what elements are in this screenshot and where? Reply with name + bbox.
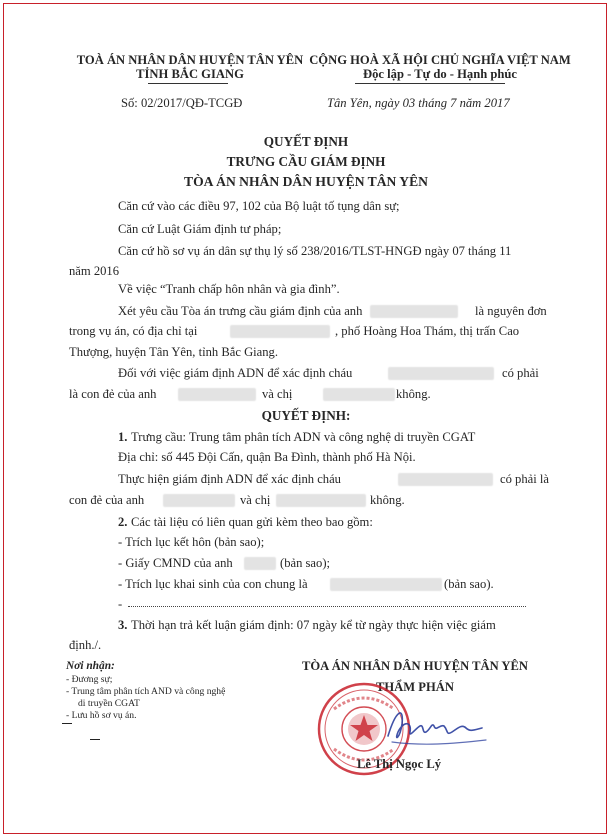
request-text-2: là nguyên đơn	[475, 304, 547, 318]
judge-name: Lê Thị Ngọc Lý	[356, 757, 442, 771]
nation-name-header: CỘNG HOÀ XÃ HỘI CHỦ NGHĨA VIỆT NAM	[309, 53, 571, 67]
recipient-1: - Đương sự;	[66, 674, 113, 685]
recipients-heading: Nơi nhận:	[66, 660, 115, 672]
dna-parent-text-2: và chị	[262, 387, 293, 401]
dna-subject-text: Đối với việc giám định ADN để xác định cháu	[118, 366, 353, 380]
attachment-4: -	[118, 597, 123, 611]
signing-court: TÒA ÁN NHÂN DÂN HUYỆN TÂN YÊN	[301, 659, 528, 673]
recipient-3: - Lưu hồ sơ vụ án.	[66, 710, 137, 721]
redacted-father-name-2	[163, 494, 235, 507]
item-3-text: Thời hạn trả kết luận giám định: 07 ngày kể từ ngày thực hiện việc giám	[131, 618, 496, 632]
document-number: Số: 02/2017/QĐ-TCGĐ	[121, 96, 243, 110]
redacted-mother-name	[323, 388, 395, 401]
dna-subject-text-2: có phải	[502, 366, 539, 380]
stray-mark-1	[62, 723, 72, 724]
item-3-text-cont: định./.	[69, 638, 102, 652]
place-and-date: Tân Yên, ngày 03 tháng 7 năm 2017	[327, 96, 510, 110]
item-1-number: 1.	[118, 430, 128, 444]
perform-text: Thực hiện giám định ADN để xác định cháu	[118, 472, 341, 486]
attachment-1: - Trích lục kết hôn (bản sao);	[118, 535, 265, 549]
recipient-2-cont: di truyền CGAT	[78, 698, 140, 709]
issuing-court: TÒA ÁN NHÂN DÂN HUYỆN TÂN YÊN	[184, 174, 428, 189]
redacted-child-name-2	[398, 473, 493, 486]
dna-parent-text: là con đẻ của anh	[69, 387, 157, 401]
perform-text-2: có phải là	[500, 472, 549, 486]
redacted-mother-name-2	[276, 494, 366, 507]
legal-basis-3-cont: năm 2016	[69, 264, 120, 278]
redacted-child-name	[388, 367, 494, 380]
document-title: QUYẾT ĐỊNH	[263, 134, 349, 149]
legal-basis-2: Căn cứ Luật Giám định tư pháp;	[118, 222, 282, 236]
attachment-2-suffix: (bản sao);	[280, 556, 331, 570]
attachment-3-suffix: (bản sao).	[444, 577, 494, 591]
province-name-header: TỈNH BẮC GIANG	[136, 67, 244, 81]
attachment-3: - Trích lục khai sinh của con chung là	[118, 577, 308, 591]
stray-mark-2	[90, 739, 100, 740]
dna-parent-text-3: không.	[396, 387, 431, 401]
lab-address: Địa chỉ: số 445 Đội Cấn, quận Ba Đình, thành phố Hà Nội.	[118, 450, 416, 464]
perform-parent-text-3: không.	[370, 493, 405, 507]
case-matter: Về việc “Tranh chấp hôn nhân và gia đình”.	[118, 282, 340, 296]
redacted-address	[230, 325, 330, 338]
redacted-father-name	[178, 388, 256, 401]
recipient-2: - Trung tâm phân tích AND và công nghệ	[66, 686, 226, 697]
attachment-4-dots	[128, 606, 526, 607]
header-underline-right	[355, 83, 505, 84]
item-2-number: 2.	[118, 515, 128, 529]
perform-parent-text: con đẻ của anh	[69, 493, 145, 507]
signing-role: THẨM PHÁN	[375, 680, 454, 694]
redacted-birth-name	[330, 578, 442, 591]
item-2-text: Các tài liệu có liên quan gửi kèm theo bao gồm:	[131, 515, 373, 529]
legal-basis-1: Căn cứ vào các điều 97, 102 của Bộ luật tố tụng dân sự;	[118, 199, 400, 213]
item-1-text: Trưng cầu: Trung tâm phân tích ADN và công nghệ di truyền CGAT	[131, 430, 476, 444]
court-name-header: TOÀ ÁN NHÂN DÂN HUYỆN TÂN YÊN	[76, 53, 304, 67]
header-underline-left	[148, 83, 228, 84]
redacted-id-name	[244, 557, 276, 570]
judge-handwritten-signature	[382, 702, 492, 752]
request-address-text-2: , phố Hoàng Hoa Thám, thị trấn Cao	[335, 324, 520, 338]
motto-header: Độc lập - Tự do - Hạnh phúc	[363, 67, 517, 81]
perform-parent-text-2: và chị	[240, 493, 271, 507]
decision-heading: QUYẾT ĐỊNH:	[261, 408, 351, 423]
document-subtitle: TRƯNG CẦU GIÁM ĐỊNH	[226, 154, 386, 169]
redacted-name	[370, 305, 458, 318]
attachment-2: - Giấy CMND của anh	[118, 556, 233, 570]
request-address-text-3: Thượng, huyện Tân Yên, tỉnh Bắc Giang.	[69, 345, 278, 359]
legal-basis-3: Căn cứ hồ sơ vụ án dân sự thụ lý số 238/2016/TLST-HNGĐ ngày 07 tháng 11	[118, 244, 512, 258]
request-address-text: trong vụ án, có địa chỉ tại	[69, 324, 198, 338]
item-3-number: 3.	[118, 618, 128, 632]
request-text: Xét yêu cầu Tòa án trưng cầu giám định của anh	[118, 304, 363, 318]
